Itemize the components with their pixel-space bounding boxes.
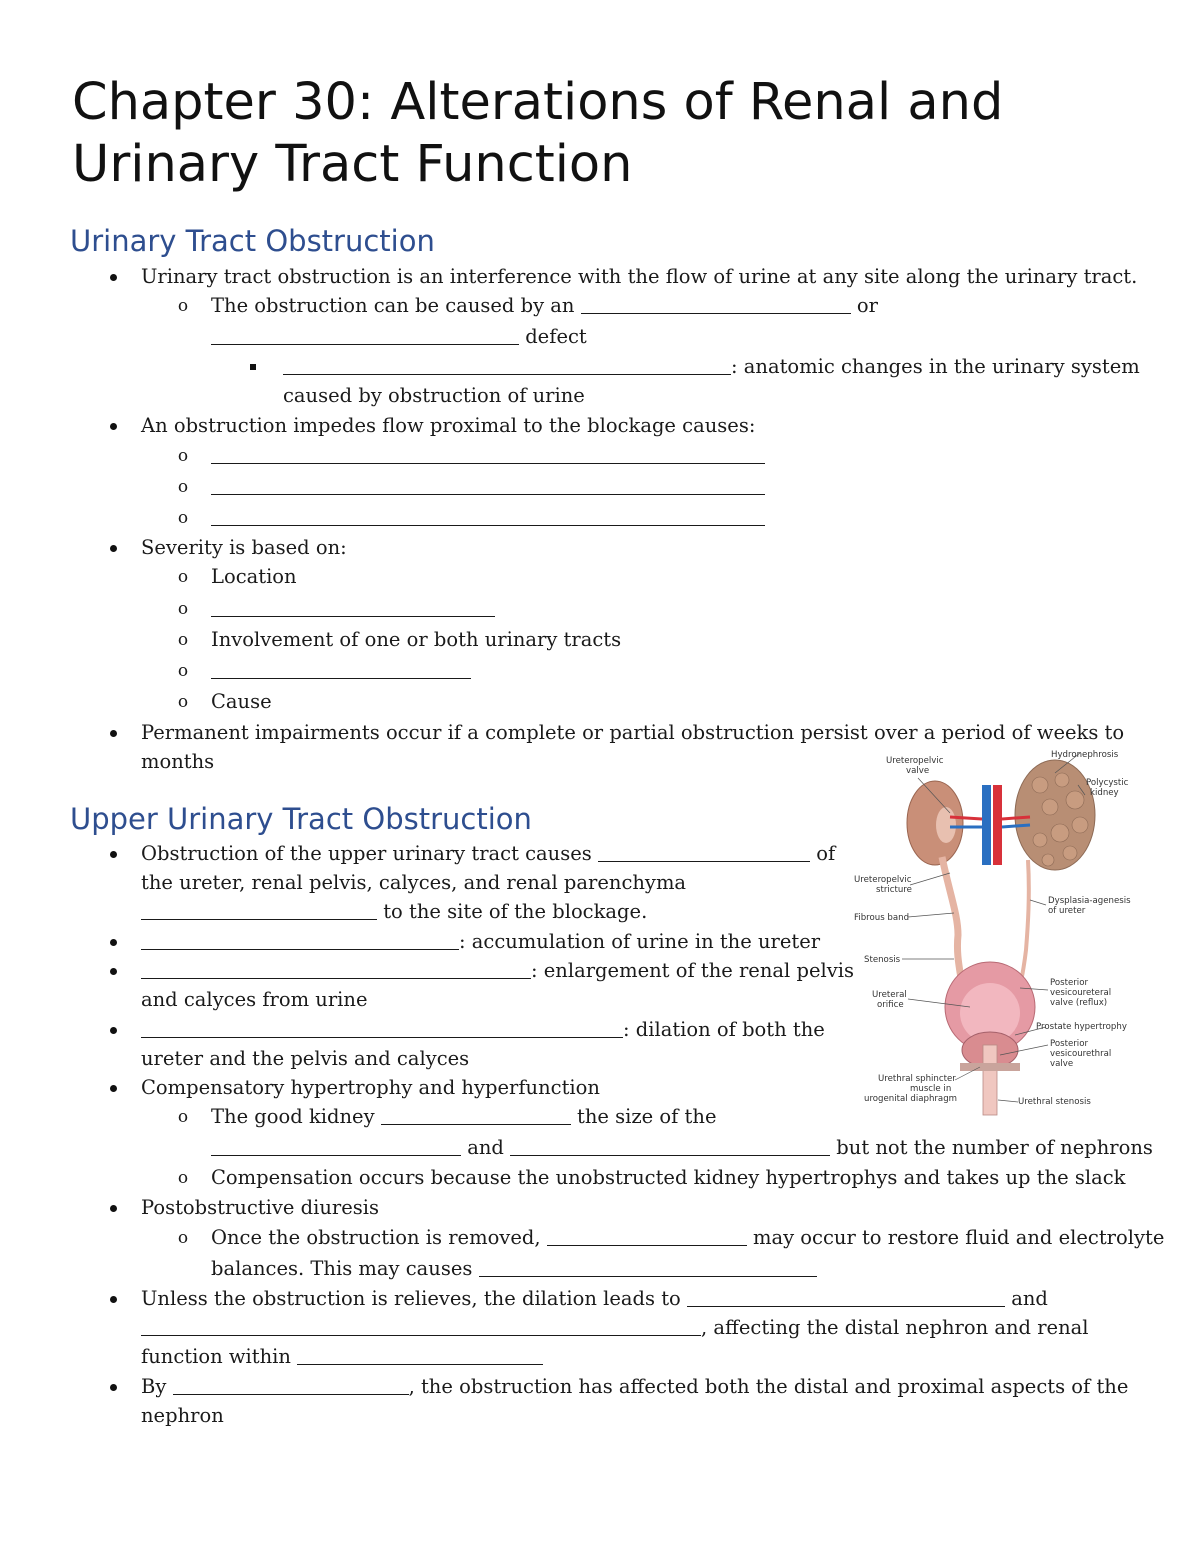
circle-bullet-icon: o (177, 1168, 189, 1188)
body-text: may occur to restore fluid and electrolyte (752, 1226, 1165, 1249)
fill-in-line (211, 322, 587, 352)
fill-in-line (141, 1372, 1128, 1402)
urinary-tract-obstruction-figure (850, 745, 1135, 1120)
body-text: An obstruction impedes flow proximal to the blockage causes: (141, 414, 756, 437)
answer-blank[interactable] (211, 1135, 461, 1156)
circle-bullet-icon: o (177, 599, 189, 619)
body-text: the ureter, renal pelvis, calyces, and renal parenchyma (141, 871, 687, 894)
square-bullet-icon (243, 352, 263, 374)
figure-label-ureteropelvic-stricture: stricture (876, 885, 912, 895)
figure-label-ureteropelvic-valve: Ureteropelvic (886, 756, 944, 766)
fill-in-line (211, 1254, 817, 1284)
figure-label-urethral-sphincter: Urethral sphincter (878, 1074, 956, 1084)
body-text: : enlargement of the renal pelvis (531, 959, 854, 982)
fill-in-line (141, 1313, 1089, 1343)
figure-label-ureteral-orifice: orifice (877, 1000, 904, 1010)
circle-bullet-icon: o (177, 508, 189, 528)
fill-in-line (211, 291, 878, 321)
body-text: By (141, 1375, 167, 1398)
fill-in-line (141, 1342, 543, 1372)
figure-label-polycystic-kidney: kidney (1090, 788, 1119, 798)
body-text: , affecting the distal nephron and renal (701, 1316, 1089, 1339)
fill-in-line (211, 503, 765, 533)
body-text: to the site of the blockage. (383, 900, 648, 923)
circle-bullet-icon: o (177, 1228, 189, 1248)
figure-label-vesicourethral-valve: Posterior (1050, 1039, 1088, 1049)
answer-blank[interactable] (598, 841, 810, 862)
figure-label-vesicoureteral-valve: vesicoureteral (1050, 988, 1112, 998)
answer-blank[interactable] (141, 899, 377, 920)
fill-in-line (211, 594, 495, 624)
answer-blank[interactable] (211, 443, 765, 464)
body-text: and calyces from urine (141, 988, 368, 1011)
fill-in-line (211, 1133, 1153, 1163)
fill-in-line (211, 1223, 1164, 1253)
body-text: The obstruction can be caused by an (211, 294, 575, 317)
body-text: : dilation of both the (623, 1018, 825, 1041)
answer-blank[interactable] (297, 1344, 543, 1365)
body-text: Cause (211, 690, 272, 713)
answer-blank[interactable] (141, 1315, 701, 1336)
answer-blank[interactable] (173, 1374, 409, 1395)
answer-blank[interactable] (211, 505, 765, 526)
body-text: Involvement of one or both urinary tracts (211, 628, 622, 651)
answer-blank[interactable] (687, 1286, 1005, 1307)
answer-blank[interactable] (479, 1256, 817, 1277)
urogenital-diaphragm-shape (960, 1063, 1020, 1071)
circle-bullet-icon: o (177, 630, 189, 650)
fill-in-line (211, 656, 471, 686)
aorta-shape (993, 785, 1002, 865)
figure-label-stenosis: Stenosis (864, 955, 901, 965)
vena-cava-shape (982, 785, 991, 865)
figure-label-dysplasia-agenesis: of ureter (1048, 906, 1086, 916)
body-text: Urinary tract obstruction is an interference with the flow of urine at any site along the urinary tract. (141, 265, 1138, 288)
circle-bullet-icon: o (177, 1107, 189, 1127)
answer-blank[interactable] (141, 1017, 623, 1038)
body-text: months (141, 750, 215, 773)
fill-in-line (211, 472, 765, 502)
figure-label-vesicoureteral-valve: valve (reflux) (1050, 998, 1108, 1008)
answer-blank[interactable] (547, 1225, 747, 1246)
section-heading-urinary-tract-obstruction: Urinary Tract Obstruction (70, 224, 435, 258)
circle-bullet-icon: o (177, 567, 189, 587)
body-text: and (1011, 1287, 1048, 1310)
circle-bullet-icon: o (177, 296, 189, 316)
body-text: Once the obstruction is removed, (211, 1226, 541, 1249)
answer-blank[interactable] (211, 658, 471, 679)
fill-in-line (141, 927, 820, 957)
bullet-icon (103, 956, 123, 979)
left-kidney-shape (907, 781, 963, 865)
left-ureter-shape (942, 857, 962, 985)
fill-in-line (141, 1015, 825, 1045)
urethra-shape (983, 1045, 997, 1115)
body-text: Obstruction of the upper urinary tract causes (141, 842, 592, 865)
figure-label-urethral-sphincter: urogenital diaphragm (864, 1094, 958, 1104)
body-text: ureter and the pelvis and calyces (141, 1047, 470, 1070)
circle-bullet-icon: o (177, 661, 189, 681)
figure-label-ureteropelvic-stricture: Ureteropelvic (854, 875, 912, 885)
fill-in-line (211, 441, 765, 471)
bullet-icon (103, 839, 123, 862)
section-heading-upper-urinary-tract-obstruction: Upper Urinary Tract Obstruction (70, 802, 532, 836)
bullet-icon (103, 718, 123, 741)
body-text: nephron (141, 1404, 224, 1427)
body-text: or (856, 294, 878, 317)
figure-label-vesicourethral-valve: valve (1050, 1059, 1074, 1069)
fill-in-line (141, 956, 854, 986)
answer-blank[interactable] (211, 474, 765, 495)
figure-label-fibrous-band: Fibrous band (854, 913, 910, 923)
body-text: , the obstruction has affected both the distal and proximal aspects of the (408, 1375, 1129, 1398)
body-text: : anatomic changes in the urinary system (731, 355, 1140, 378)
chapter-title: Chapter 30: Alterations of Renal and Urinary Tract Function (72, 73, 1004, 194)
answer-blank[interactable] (211, 596, 495, 617)
body-text: Compensatory hypertrophy and hyperfunction (141, 1076, 600, 1099)
circle-bullet-icon: o (177, 692, 189, 712)
bullet-icon (103, 927, 123, 950)
body-text: function within (141, 1345, 291, 1368)
answer-blank[interactable] (141, 958, 531, 979)
answer-blank[interactable] (510, 1135, 830, 1156)
answer-blank[interactable] (381, 1104, 571, 1125)
figure-label-urethral-stenosis: Urethral stenosis (1018, 1097, 1091, 1107)
body-text: Severity is based on: (141, 536, 347, 559)
body-text: and (467, 1136, 504, 1159)
polycystic-kidney-shape (1015, 760, 1095, 870)
fill-in-line (283, 352, 1140, 382)
bullet-icon (103, 1284, 123, 1307)
bullet-icon (103, 1372, 123, 1395)
figure-label-urethral-sphincter: muscle in (910, 1084, 952, 1094)
bullet-icon (103, 1015, 123, 1038)
body-text: but not the number of nephrons (836, 1136, 1153, 1159)
answer-blank[interactable] (283, 354, 731, 375)
body-text: Location (211, 565, 297, 588)
right-ureter-shape (1020, 860, 1029, 987)
fill-in-line (141, 1284, 1048, 1314)
body-text: Postobstructive diuresis (141, 1196, 379, 1219)
bullet-icon (103, 262, 123, 285)
figure-label-vesicourethral-valve: vesicourethral (1050, 1049, 1112, 1059)
fill-in-line (141, 897, 647, 927)
bullet-icon (103, 1073, 123, 1096)
body-text: balances. This may causes (211, 1257, 473, 1280)
body-text: defect (525, 325, 587, 348)
circle-bullet-icon: o (177, 477, 189, 497)
body-text: of (816, 842, 836, 865)
fill-in-line (211, 1102, 717, 1132)
body-text: Unless the obstruction is relieves, the dilation leads to (141, 1287, 681, 1310)
bullet-icon (103, 411, 123, 434)
body-text: the size of the (577, 1105, 717, 1128)
figure-label-vesicoureteral-valve: Posterior (1050, 978, 1088, 988)
bullet-icon (103, 533, 123, 556)
body-text: Permanent impairments occur if a complete or partial obstruction persist over a period of weeks to (141, 721, 1125, 744)
figure-label-prostate-hypertrophy: Prostate hypertrophy (1036, 1022, 1127, 1032)
figure-label-dysplasia-agenesis: Dysplasia-agenesis (1048, 896, 1131, 906)
circle-bullet-icon: o (177, 446, 189, 466)
figure-label-polycystic-kidney: Polycystic (1086, 778, 1129, 788)
figure-label-ureteropelvic-valve: valve (906, 766, 930, 776)
body-text: caused by obstruction of urine (283, 384, 585, 407)
figure-label-ureteral-orifice: Ureteral (872, 990, 907, 1000)
figure-label-hydronephrosis: Hydronephrosis (1051, 750, 1119, 760)
body-text: Compensation occurs because the unobstructed kidney hypertrophys and takes up the slack (211, 1166, 1126, 1189)
answer-blank[interactable] (211, 324, 519, 345)
answer-blank[interactable] (141, 929, 459, 950)
body-text: The good kidney (211, 1105, 375, 1128)
answer-blank[interactable] (581, 293, 851, 314)
fill-in-line (141, 839, 835, 869)
bullet-icon (103, 1193, 123, 1216)
body-text: : accumulation of urine in the ureter (459, 930, 821, 953)
